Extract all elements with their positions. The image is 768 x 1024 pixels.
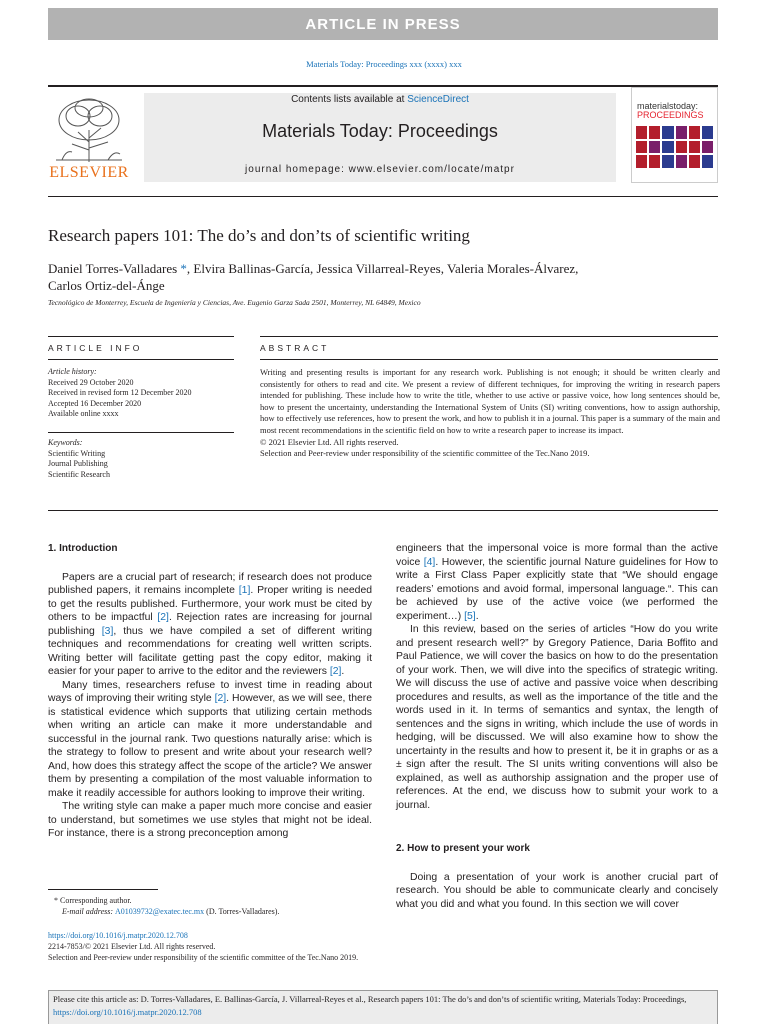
doi-link[interactable]: https://doi.org/10.1016/j.matpr.2020.12.708 (48, 931, 188, 940)
publication-footer: https://doi.org/10.1016/j.matpr.2020.12.708 2214-7853/© 2021 Elsevier Ltd. All rights reserved. Selection and Peer-review under responsibility of the scientific committee of the Tec.Nano 2019. (48, 930, 718, 963)
cover-title: materialstoday: PROCEEDINGS (637, 101, 704, 120)
footnote-rule (48, 889, 158, 890)
homepage-prefix: journal homepage: (245, 164, 349, 175)
contents-prefix: Contents lists available at (291, 94, 408, 105)
paper-title: Research papers 101: The do’s and don’ts of scientific writing (48, 226, 470, 245)
keywords: Keywords: Scientific Writing Journal Publishing Scientific Research (48, 438, 110, 479)
intro-paragraph-1: Papers are a crucial part of research; if research does not produce published papers, it remains incomplete [1]. Proper writing is needed to get the results published. Furthermore, your work must be cited by others to be impactful [2]. Rejection rates are increasing for journal publishing [3], thus we have compiled a set of different writing techniques and recommendations for creating well written scripts. Writing better will facilitate getting past the copy editor, making it easier for your paper to arrive to the editor and the reviewers [2]. (48, 571, 373, 677)
author-email-link[interactable]: A01039732@exatec.tec.mx (115, 907, 205, 916)
ref-4[interactable]: [4] (423, 556, 436, 568)
ref-2[interactable]: [2] (157, 612, 169, 623)
section-1-heading: 1. Introduction (48, 543, 118, 554)
article-in-press-banner: ARTICLE IN PRESS (48, 8, 718, 40)
homepage-url[interactable]: www.elsevier.com/locate/matpr (348, 164, 515, 175)
article-history: Article history: Received 29 October 2020 Received in revised form 12 December 2020 Accepted 16 December 2020 Available online xxxx (48, 367, 192, 419)
right-paragraph-2: In this review, based on the series of articles “How do you write and present research well?” by Gregory Patience, Daria Boffito and Paul Patience, we will cover the basics on how to do the presentation of your work. Then, we will dive into the specifics of strategic writing. We will discuss the use of active and passive voice when describing procedures and results, as well as the importance of the title and the words used in it. In terms of semantics and syntax, the length of sentences and the signs in writing, which include the use of words in hedging, will be discussed. We will also examine how to show the uncertainty in the results and how to present it, be it in graphs or as a ± sign after the result. The SI units writing conventions will also be explained, as well as authorship assignation and the proper use of references. At the end, we discuss how to submit your work to a journal. (396, 624, 718, 811)
ref-5[interactable]: [5] (464, 610, 476, 622)
journal-homepage (144, 164, 616, 175)
article-info-top-rule (48, 336, 234, 337)
corresponding-footnote: * Corresponding author. E-mail address: A01039732@exatec.tec.mx (D. Torres-Valladares). (54, 896, 280, 916)
section-2-paragraph: Doing a presentation of your work is another crucial part of research. You should be able to communicate clearly and concisely what you did and what you found. In this section we will cover (396, 871, 718, 910)
journal-title: Materials Today: Proceedings (262, 121, 498, 141)
author-list: Daniel Torres-Valladares *, Elvira Ballinas-García, Jessica Villarreal-Reyes, Valeria Morales-Álvarez, Carlos Ortiz-del-Ánge (48, 261, 579, 293)
ref-2-repeat[interactable]: [2] (329, 666, 342, 677)
corresponding-author-mark[interactable]: * (180, 261, 187, 276)
intro-paragraph-3: The writing style can make a paper much more concise and easier to understand, but sometimes we use styles that might not be ideal. For instance, there is a strong preconception among (48, 801, 372, 839)
keywords-rule (48, 432, 234, 433)
abstract-body: Writing and presenting results is important for any research work. Publishing is not enough; it should be written clearly and consistently for others to read and cite. We present a review of different techniques, for improving the writing in research papers intended for publishing. These include how to write the title, whether to use active or passive voice, how long sentences should be, how to present the uncertainty, understanding the International System of Units (SI) writing conventions, how to assign authorship, how to effectively use references, how to present the work, and how to publish it in a journal. This paper is a summary of the main and most recent recommendations in the scientific field on how to write a research paper to increase its impact. © 2021 Elsevier Ltd. All rights reserved. Selection and Peer-review under responsibility of the scientific committee of the Tec.Nano 2019. (260, 367, 720, 459)
right-column (396, 542, 718, 911)
cite-doi-link[interactable]: https://doi.org/10.1016/j.matpr.2020.12.708 (53, 1007, 202, 1017)
abstract-rule (260, 359, 718, 360)
elsevier-wordmark: ELSEVIER (49, 164, 129, 181)
left-column (48, 542, 372, 841)
article-info-rule (48, 359, 234, 360)
abstract-heading: ABSTRACT (260, 343, 330, 353)
intro-paragraph-2: Many times, researchers refuse to invest time in reading about ways of improving their writing style [2]. However, as we will see, there is statistical evidence which supports that utilizing certain methods when writing an article can make it more understandable and successful in the journal rank. Two questions naturally arise: which is the strategy to follow to present and write about your research well? And, how does this strategy affect the scope of the article? We answer them by presenting a compilation of the most valuable information to make it readily accessible for authors looking to improve their writing. (48, 679, 372, 799)
journal-citation-line[interactable]: Materials Today: Proceedings xxx (xxxx) xxx (306, 59, 462, 69)
abstract-bottom-rule (48, 510, 718, 511)
header-rule (48, 85, 718, 87)
contents-lists-line (144, 94, 616, 105)
please-cite-box: Please cite this article as: D. Torres-Valladares, E. Ballinas-García, J. Villarreal-Reyes et al., Research papers 101: The do’s and don’ts of scientific writing, Materials Today: Proceedings, https://doi.org/10.1016/j.matpr.2020.12.708 (48, 990, 718, 1024)
article-info-heading: ARTICLE INFO (48, 343, 143, 353)
header-bottom-rule (48, 196, 718, 197)
ref-1[interactable]: [1] (238, 585, 251, 596)
cover-image-grid (636, 126, 713, 168)
abstract-top-rule (260, 336, 718, 337)
journal-cover-thumbnail (631, 87, 718, 183)
ref-2-again[interactable]: [2] (214, 693, 227, 704)
ref-3[interactable]: [3] (101, 625, 114, 637)
sciencedirect-link[interactable]: ScienceDirect (407, 94, 469, 105)
section-2-heading: 2. How to present your work (396, 843, 530, 854)
affiliation: Tecnológico de Monterrey, Escuela de Ingeniería y Ciencias, Ave. Eugenio Garza Sada 2501, Monterrey, NL 64849, Mexico (48, 298, 421, 307)
right-paragraph-1: engineers that the impersonal voice is more formal than the active voice [4]. However, the scientific journal Nature guidelines for How to write a First Class Paper explicitly state that “We should engage readers’ emotions and avoid formal, impersonal language.“. This can be achieved by use of the active voice (we performed the experiment…) [5]. (396, 543, 718, 622)
